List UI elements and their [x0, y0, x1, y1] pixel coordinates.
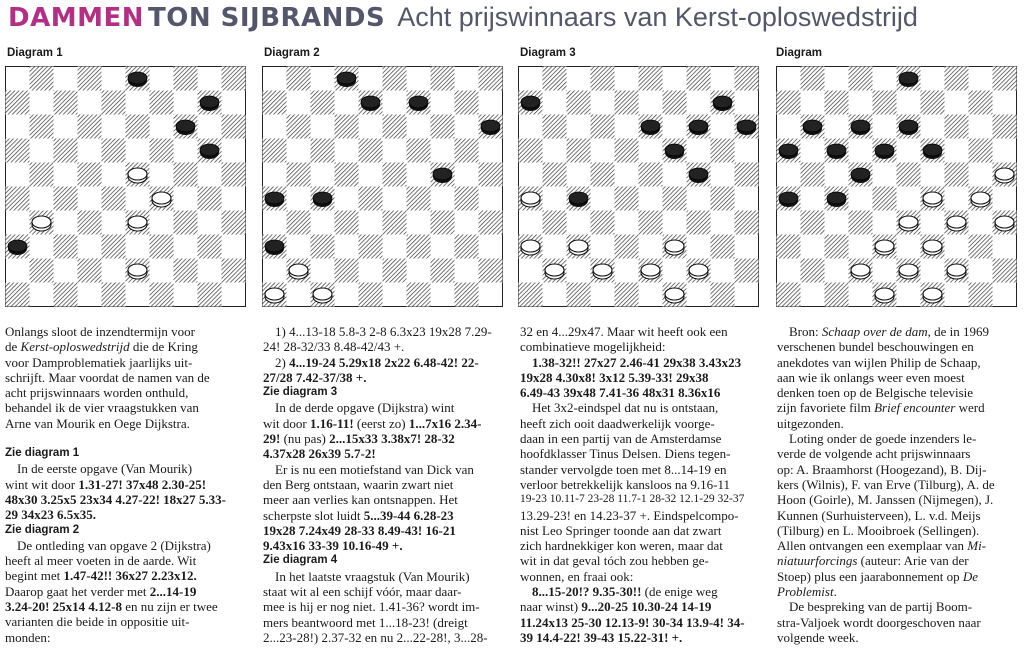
dark-square [711, 283, 735, 307]
dark-square [222, 115, 246, 139]
dark-square [222, 163, 246, 187]
dark-square [407, 283, 431, 307]
dark-square [801, 211, 825, 235]
dark-square [615, 139, 639, 163]
dark-square [873, 187, 897, 211]
dark-square [687, 211, 711, 235]
text-line: 13.29-23! en 14.23-37 +. Eindspelcompo- [520, 507, 739, 523]
dark-square [711, 139, 735, 163]
dark-square [455, 91, 479, 115]
dark-square [150, 91, 174, 115]
dark-square [455, 283, 479, 307]
dark-square [407, 139, 431, 163]
white-piece [152, 192, 171, 207]
dark-square [615, 91, 639, 115]
dark-square [431, 115, 455, 139]
article-column-3 [520, 324, 760, 645]
dark-square [849, 211, 873, 235]
diagram-2-label: Diagram 2 [264, 47, 320, 59]
text-line: anekdotes van wijlen Philip de Schaap, [777, 354, 981, 370]
dark-square [735, 163, 759, 187]
dark-square [6, 139, 30, 163]
text-line: 32 en 4...29x47. Maar wit heeft ook een [520, 324, 728, 339]
dark-square [801, 67, 825, 91]
article-headline: Acht prijswinnaars van Kerst-oploswedstrijd [397, 2, 918, 32]
text-line: 9.43x16 33-39 10.16-49 +. [263, 538, 403, 554]
text-line: verschenen bundel beschouwingen en [777, 339, 974, 355]
black-piece [313, 192, 332, 207]
dark-square [519, 139, 543, 163]
dark-square [30, 115, 54, 139]
text-line: combinatieve mogelijkheid: [520, 339, 666, 355]
black-piece [827, 144, 846, 159]
dark-square [54, 187, 78, 211]
black-piece [569, 192, 588, 207]
dark-square [102, 283, 126, 307]
dark-square [567, 91, 591, 115]
text-line: wonnen, en fraai ook: [520, 568, 634, 584]
white-piece [923, 288, 942, 303]
dark-square [479, 211, 503, 235]
dark-square [102, 139, 126, 163]
dark-square [479, 259, 503, 283]
white-piece [923, 240, 942, 255]
author-name: TON SIJBRANDS [147, 3, 386, 33]
subheading: Zie diagram 3 [263, 386, 338, 399]
dark-square [873, 91, 897, 115]
diagram-4-label: Diagram [776, 47, 823, 59]
dark-square [663, 91, 687, 115]
dark-square [383, 115, 407, 139]
dark-square [543, 163, 567, 187]
text-line: nist Leo Springer toonde aan dat zwart [520, 522, 722, 538]
dark-square [198, 283, 222, 307]
dark-square [383, 163, 407, 187]
text-line: 1) 4...13-18 5.8-3 2-8 6.3x23 19x28 7.29- [275, 324, 492, 339]
text-line: schrijft. Maar voordat de namen van de [5, 369, 210, 385]
dark-square [311, 91, 335, 115]
dark-square [711, 187, 735, 211]
text-line: begint met 1.47-42!! 36x27 2.23x12. [5, 568, 197, 584]
dark-square [78, 259, 102, 283]
dark-square [287, 115, 311, 139]
black-piece [433, 168, 452, 183]
black-piece [803, 120, 822, 135]
text-line: 1.38-32!! 27x27 2.46-41 29x38 3.43x23 [532, 354, 742, 370]
white-piece [689, 264, 708, 279]
text-line: uitgezonden. [777, 415, 844, 431]
white-piece [923, 192, 942, 207]
text-line: Allen ontvangen een exemplaar van Mi- [777, 538, 987, 554]
text-line: Stoep) plus een jaarabonnement op De [777, 568, 979, 584]
text-line: scherpste slot luidt 5...39-44 6.28-23 [263, 507, 454, 523]
dark-square [567, 283, 591, 307]
white-piece [875, 240, 894, 255]
text-line: Onlangs sloot de inzendtermijn voor [5, 324, 195, 339]
text-line: Loting onder de goede inzenders le- [789, 431, 977, 447]
black-piece [899, 72, 918, 87]
dark-square [897, 163, 921, 187]
text-line: 6.49-43 39x48 7.41-36 48x31 8.36x16 [520, 385, 721, 401]
text-line: heeft al meer voeten in de aarde. Wit [5, 553, 197, 569]
black-piece [875, 144, 894, 159]
dark-square [359, 235, 383, 259]
dark-square [30, 163, 54, 187]
dark-square [591, 67, 615, 91]
dark-square [479, 67, 503, 91]
white-piece [128, 264, 147, 279]
white-piece [875, 288, 894, 303]
text-line: 29! (nu pas) 2...15x33 3.38x7! 28-32 [263, 431, 455, 447]
dark-square [407, 187, 431, 211]
dark-square [54, 235, 78, 259]
text-line: aan wie ik onlangs weer even moest [777, 369, 965, 385]
dark-square [801, 163, 825, 187]
text-line: naar winst) 9...20-25 10.30-24 14-19 [520, 599, 712, 615]
text-line: op: A. Braamhorst (Hoogezand), B. Dij- [777, 461, 987, 477]
dark-square [455, 235, 479, 259]
dark-square [921, 91, 945, 115]
dark-square [431, 259, 455, 283]
white-piece [851, 264, 870, 279]
black-piece [337, 72, 356, 87]
black-piece [265, 240, 284, 255]
dark-square [383, 67, 407, 91]
dark-square [222, 259, 246, 283]
text-line: volgende week. [777, 629, 859, 645]
dark-square [150, 139, 174, 163]
text-line: 2) 4...19-24 5.29x18 2x22 6.48-42! 22- [275, 354, 479, 370]
black-piece [641, 120, 660, 135]
dark-square [479, 163, 503, 187]
dark-square [359, 283, 383, 307]
text-line: 11.24x13 25-30 12.13-9! 30-34 13.9-4! 34- [520, 614, 745, 630]
text-line: Het 3x2-eindspel dat nu is ontstaan, [532, 400, 719, 416]
dark-square [801, 259, 825, 283]
text-line: varianten die beide in oppositie uit- [5, 614, 190, 630]
dark-square [174, 211, 198, 235]
black-piece [128, 72, 147, 87]
dark-square [6, 91, 30, 115]
dark-square [263, 91, 287, 115]
text-line: niatuurforcings (auteur: Arie van der [777, 553, 969, 569]
text-line: De ontleding van opgave 2 (Dijkstra) [17, 537, 211, 553]
dark-square [431, 211, 455, 235]
dark-square [615, 187, 639, 211]
dark-square [335, 211, 359, 235]
text-line: stander vervolgde toen met 8...14-19 en [520, 461, 727, 477]
dark-square [777, 283, 801, 307]
text-line: In de derde opgave (Dijkstra) wint [275, 400, 455, 416]
dark-square [777, 235, 801, 259]
dark-square [543, 67, 567, 91]
text-line: daan in een partij van de Amsterdamse [520, 431, 722, 447]
white-piece [947, 216, 966, 231]
black-piece [737, 120, 756, 135]
dark-square [735, 67, 759, 91]
black-piece [713, 96, 732, 111]
black-piece [265, 192, 284, 207]
page-header [8, 0, 1018, 34]
white-piece [313, 288, 332, 303]
text-line: 39 14.4-22! 39-43 15.22-31! +. [520, 629, 683, 645]
dark-square [150, 235, 174, 259]
dark-square [78, 163, 102, 187]
diagram-3-label: Diagram 3 [520, 47, 576, 59]
white-piece [899, 264, 918, 279]
text-line: wit door 1.16-11! (eerst zo) 1...7x16 2.34- [263, 415, 482, 431]
dark-square [102, 91, 126, 115]
dark-square [639, 211, 663, 235]
dark-square [383, 259, 407, 283]
dark-square [30, 259, 54, 283]
white-piece [665, 240, 684, 255]
dark-square [969, 139, 993, 163]
black-piece [521, 96, 540, 111]
dark-square [615, 283, 639, 307]
dark-square [174, 67, 198, 91]
white-piece [289, 264, 308, 279]
text-line: 19-23 10.11-7 23-28 11.7-1 28-32 12.1-29 32-37 [520, 493, 745, 506]
dark-square [222, 211, 246, 235]
text-line: Daarop gaat het verder met 2...14-19 [5, 583, 197, 599]
dark-square [639, 67, 663, 91]
dark-square [335, 259, 359, 283]
black-piece [851, 120, 870, 135]
text-line: Er is nu een motiefstand van Dick van [275, 461, 474, 477]
text-line: den Berg ontstaan, waarin zwart niet [263, 476, 454, 492]
dark-square [567, 139, 591, 163]
dark-square [543, 211, 567, 235]
white-piece [899, 216, 918, 231]
text-line: 19x28 7.24x49 28-33 8.49-43! 16-21 [263, 522, 456, 538]
subheading: Zie diagram 1 [5, 447, 80, 460]
dark-square [311, 235, 335, 259]
dark-square [431, 67, 455, 91]
text-line: 48x30 3.25x5 23x34 4.27-22! 18x27 5.33- [5, 491, 226, 507]
black-piece [923, 144, 942, 159]
article-column-4 [777, 324, 1017, 645]
text-line: 24! 28-32/33 8.48-42/43 +. [263, 339, 405, 355]
dark-square [687, 67, 711, 91]
white-piece [947, 264, 966, 279]
dark-square [825, 283, 849, 307]
dark-square [825, 235, 849, 259]
dark-square [335, 115, 359, 139]
dark-square [407, 235, 431, 259]
text-line: mers beantwoord met 1...18-23! (dreigt [263, 614, 468, 630]
text-line: stra-Valjoek wordt doorgeschoven naar [777, 614, 981, 630]
dark-square [198, 187, 222, 211]
dark-square [663, 187, 687, 211]
text-line: acht prijswinnaars worden onthuld, [5, 385, 189, 401]
white-piece [641, 264, 660, 279]
dark-square [993, 115, 1017, 139]
black-piece [689, 168, 708, 183]
dark-square [639, 163, 663, 187]
black-piece [827, 192, 846, 207]
dark-square [102, 235, 126, 259]
text-line: In het laatste vraagstuk (Van Mourik) [275, 568, 470, 584]
dark-square [969, 235, 993, 259]
dark-square [174, 163, 198, 187]
dark-square [945, 67, 969, 91]
dark-square [126, 115, 150, 139]
checkers-board-1 [5, 66, 246, 307]
dark-square [222, 67, 246, 91]
text-line: 29 34x23 6.5x35. [5, 507, 96, 523]
text-line: 27/28 7.42-37/38 +. [263, 369, 367, 385]
text-line: (Tilburg) en L. Mooibroek (Sellingen). [777, 522, 980, 538]
text-line: wint wit door 1.31-27! 37x48 2.30-25! [5, 476, 207, 492]
black-piece [200, 96, 219, 111]
text-line: voor Damproblematiek jaarlijks uit- [5, 354, 193, 370]
dark-square [359, 187, 383, 211]
white-piece [265, 288, 284, 303]
dark-square [455, 187, 479, 211]
dark-square [30, 67, 54, 91]
checkers-board-4 [776, 66, 1017, 307]
black-piece [200, 144, 219, 159]
white-piece [569, 240, 588, 255]
dark-square [335, 163, 359, 187]
white-piece [32, 216, 51, 231]
text-line: 2...23-28!) 2.37-32 en nu 2...22-28!, 3...28- [263, 629, 488, 645]
dark-square [591, 211, 615, 235]
text-line: denken toen op de Belgische televisie [777, 385, 974, 401]
dark-square [455, 139, 479, 163]
dark-square [615, 235, 639, 259]
black-piece [779, 144, 798, 159]
subheading: Zie diagram 2 [5, 523, 80, 536]
dark-square [735, 259, 759, 283]
black-piece [689, 120, 708, 135]
text-line: hoofdklasser Tinus Delsen. Diens tegen- [520, 446, 731, 462]
dark-square [359, 139, 383, 163]
white-piece [521, 192, 540, 207]
subheading: Zie diagram 4 [263, 554, 338, 567]
column-brand: DAMMEN [8, 3, 144, 33]
text-line: 4.37x28 26x39 5.7-2! [263, 446, 376, 462]
text-line: 19x28 4.30x8! 3x12 5.39-33! 29x38 [520, 369, 709, 385]
text-line: zich hardnekkiger kon weren, maar dat [520, 538, 723, 554]
dark-square [198, 235, 222, 259]
dark-square [263, 139, 287, 163]
dark-square [150, 283, 174, 307]
text-line: Problemist. [777, 584, 837, 600]
dark-square [735, 211, 759, 235]
black-piece [851, 168, 870, 183]
text-line: de Kerst-oploswedstrijd die de Kring [5, 339, 198, 355]
dark-square [969, 91, 993, 115]
article-column-1 [5, 324, 245, 645]
dark-square [519, 283, 543, 307]
black-piece [779, 192, 798, 207]
dark-square [993, 67, 1017, 91]
white-piece [128, 168, 147, 183]
checkers-board-2 [262, 66, 503, 307]
dark-square [78, 115, 102, 139]
text-line: Hoon (Goirle), M. Janssen (Nijmegen), J. [777, 492, 994, 508]
text-line: heeft zich ooit daadwerkelijk voorge- [520, 415, 715, 431]
dark-square [993, 259, 1017, 283]
black-piece [481, 120, 500, 135]
dark-square [591, 115, 615, 139]
text-line: behandel ik de vier vraagstukken van [5, 400, 199, 416]
dark-square [6, 187, 30, 211]
white-piece [128, 216, 147, 231]
dark-square [287, 67, 311, 91]
text-line: In de eerste opgave (Van Mourik) [17, 461, 193, 477]
dark-square [711, 235, 735, 259]
text-line: De bespreking van de partij Boom- [789, 599, 973, 615]
white-piece [521, 240, 540, 255]
text-line: 3.24-20! 25x14 4.12-8 en nu zijn er twee [5, 599, 218, 615]
dark-square [311, 139, 335, 163]
dark-square [78, 211, 102, 235]
dark-square [383, 211, 407, 235]
dark-square [969, 283, 993, 307]
text-line: monden: [5, 629, 51, 645]
dark-square [102, 187, 126, 211]
dark-square [6, 283, 30, 307]
black-piece [361, 96, 380, 111]
dark-square [54, 139, 78, 163]
white-piece [593, 264, 612, 279]
black-piece [665, 144, 684, 159]
black-piece [899, 120, 918, 135]
text-line: Kunnen (Surhuisterveen), L. v.d. Meijs [777, 507, 981, 523]
white-piece [995, 216, 1014, 231]
dark-square [78, 67, 102, 91]
text-line: verde de volgende acht prijswinnaars [777, 446, 971, 462]
white-piece [665, 288, 684, 303]
dark-square [287, 163, 311, 187]
text-line: 8...15-20!? 9.35-30!! (de enige weg [532, 584, 718, 600]
text-line: Arne van Mourik en Oege Dijkstra. [5, 415, 190, 431]
dark-square [777, 91, 801, 115]
dark-square [945, 115, 969, 139]
diagram-1-label: Diagram 1 [7, 47, 63, 59]
text-line: wit in dat geval tóch zou hebben ge- [520, 553, 709, 569]
text-line: staat wit al een schijf vóór, maar daar- [263, 584, 462, 600]
checkers-board-3 [518, 66, 759, 307]
text-line: zijn favoriete film Brief encounter werd [777, 400, 985, 416]
dark-square [825, 91, 849, 115]
text-line: mee is hij er nog niet. 1.41-36? wordt im- [263, 599, 480, 615]
white-piece [971, 192, 990, 207]
dark-square [54, 91, 78, 115]
black-piece [8, 240, 27, 255]
black-piece [176, 120, 195, 135]
white-piece [545, 264, 564, 279]
dark-square [174, 259, 198, 283]
article-column-2 [263, 324, 503, 645]
dark-square [945, 163, 969, 187]
text-line: verloor betrekkelijk kansloos na 9.16-11 [520, 476, 730, 492]
dark-square [849, 67, 873, 91]
text-line: Bron: Schaap over de dam, de in 1969 [789, 324, 990, 339]
white-piece [995, 168, 1014, 183]
text-line: kers (Wilnis), F. van Erve (Tilburg), A. de [777, 476, 995, 492]
dark-square [543, 115, 567, 139]
black-piece [409, 96, 428, 111]
text-line: meer aan verlies kan ontsnappen. Het [263, 492, 458, 508]
dark-square [591, 163, 615, 187]
dark-square [287, 211, 311, 235]
dark-square [54, 283, 78, 307]
